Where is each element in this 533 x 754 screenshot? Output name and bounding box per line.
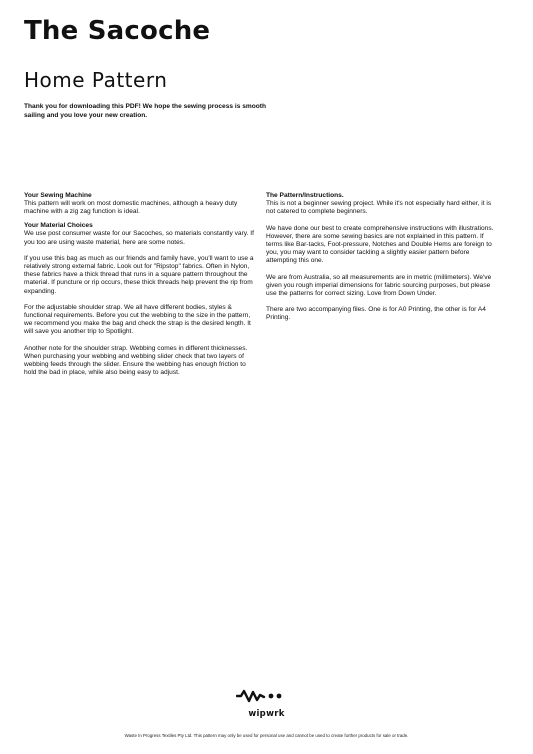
materials-paragraph-2: If you use this bag as much as our friends and family have, you'll want to use a relatively strong external fabric. Look out for "Ripstop" fabrics. Often in Nylon, these fabrics have a thick thread that runs in a square pattern throughout the material. If puncture or rip occurs, these thick threads help prevent the rip from expanding.: [24, 254, 254, 295]
footer-legal-text: Waste In Progress Textiles Pty Ltd. This pattern may only be used for personal use and cannot be used to create further products for sale or trade.: [124, 733, 409, 738]
pattern-paragraph-3: We are from Australia, so all measurements are in metric (millimeters). We've given you rough imperial dimensions for fabric sourcing purposes, but please use the patterns for correct sizing. Love from Down Under.: [266, 273, 492, 298]
brand-name: wipwrk: [248, 709, 285, 719]
materials-paragraph-1: We use post consumer waste for our Sacoches, so materials constantly vary. If you too are using waste material, here are some notes.: [24, 230, 254, 246]
pattern-paragraph-2: We have done our best to create comprehensive instructions with illustrations. However, there are some sewing basics are not explained in this pattern. If terms like Bar-tacks, Foot-pressure, Notches and Double Hems are foreign to you, you may want to consider tackling a slightly easier pattern before attempting this one.: [266, 224, 494, 265]
materials-heading: Your Material Choices: [24, 222, 93, 230]
page-title: The Sacoche: [24, 16, 211, 46]
materials-paragraph-3: For the adjustable shoulder strap. We all have different bodies, styles & functional requirements. Before you cut the webbing to the size in the pattern, we recommend you make the bag and check the strap is the desired length. It will save you another trip to Spotlight.: [24, 303, 251, 336]
machine-heading: Your Sewing Machine: [24, 192, 92, 199]
machine-text: This pattern will work on most domestic machines, although a heavy duty machine with a zig zag function is ideal.: [24, 200, 238, 216]
pattern-paragraph-1: This is not a beginner sewing project. While it's not especially hard either, it is not catered to complete beginners.: [266, 200, 492, 216]
pattern-paragraph-4: There are two accompanying files. One is for A0 Printing, the other is for A4 Printing.: [266, 306, 486, 322]
intro-text: Thank you for downloading this PDF! We hope the sewing process is smooth sailing and you love your new creation.: [24, 103, 267, 119]
page-subtitle: Home Pattern: [24, 68, 168, 92]
pattern-heading: The Pattern/Instructions.: [266, 192, 344, 199]
materials-paragraph-4: Another note for the shoulder strap. Webbing comes in different thicknesses. When purchasing your webbing and webbing slider check that two layers of webbing feeds through the slider. Ensure the webbing has enough friction to hold the bad in place, while also being easy to adjust.: [24, 344, 248, 377]
right-column: [266, 192, 498, 331]
wipwrk-logo-icon: [236, 688, 284, 704]
left-column: [24, 192, 256, 385]
